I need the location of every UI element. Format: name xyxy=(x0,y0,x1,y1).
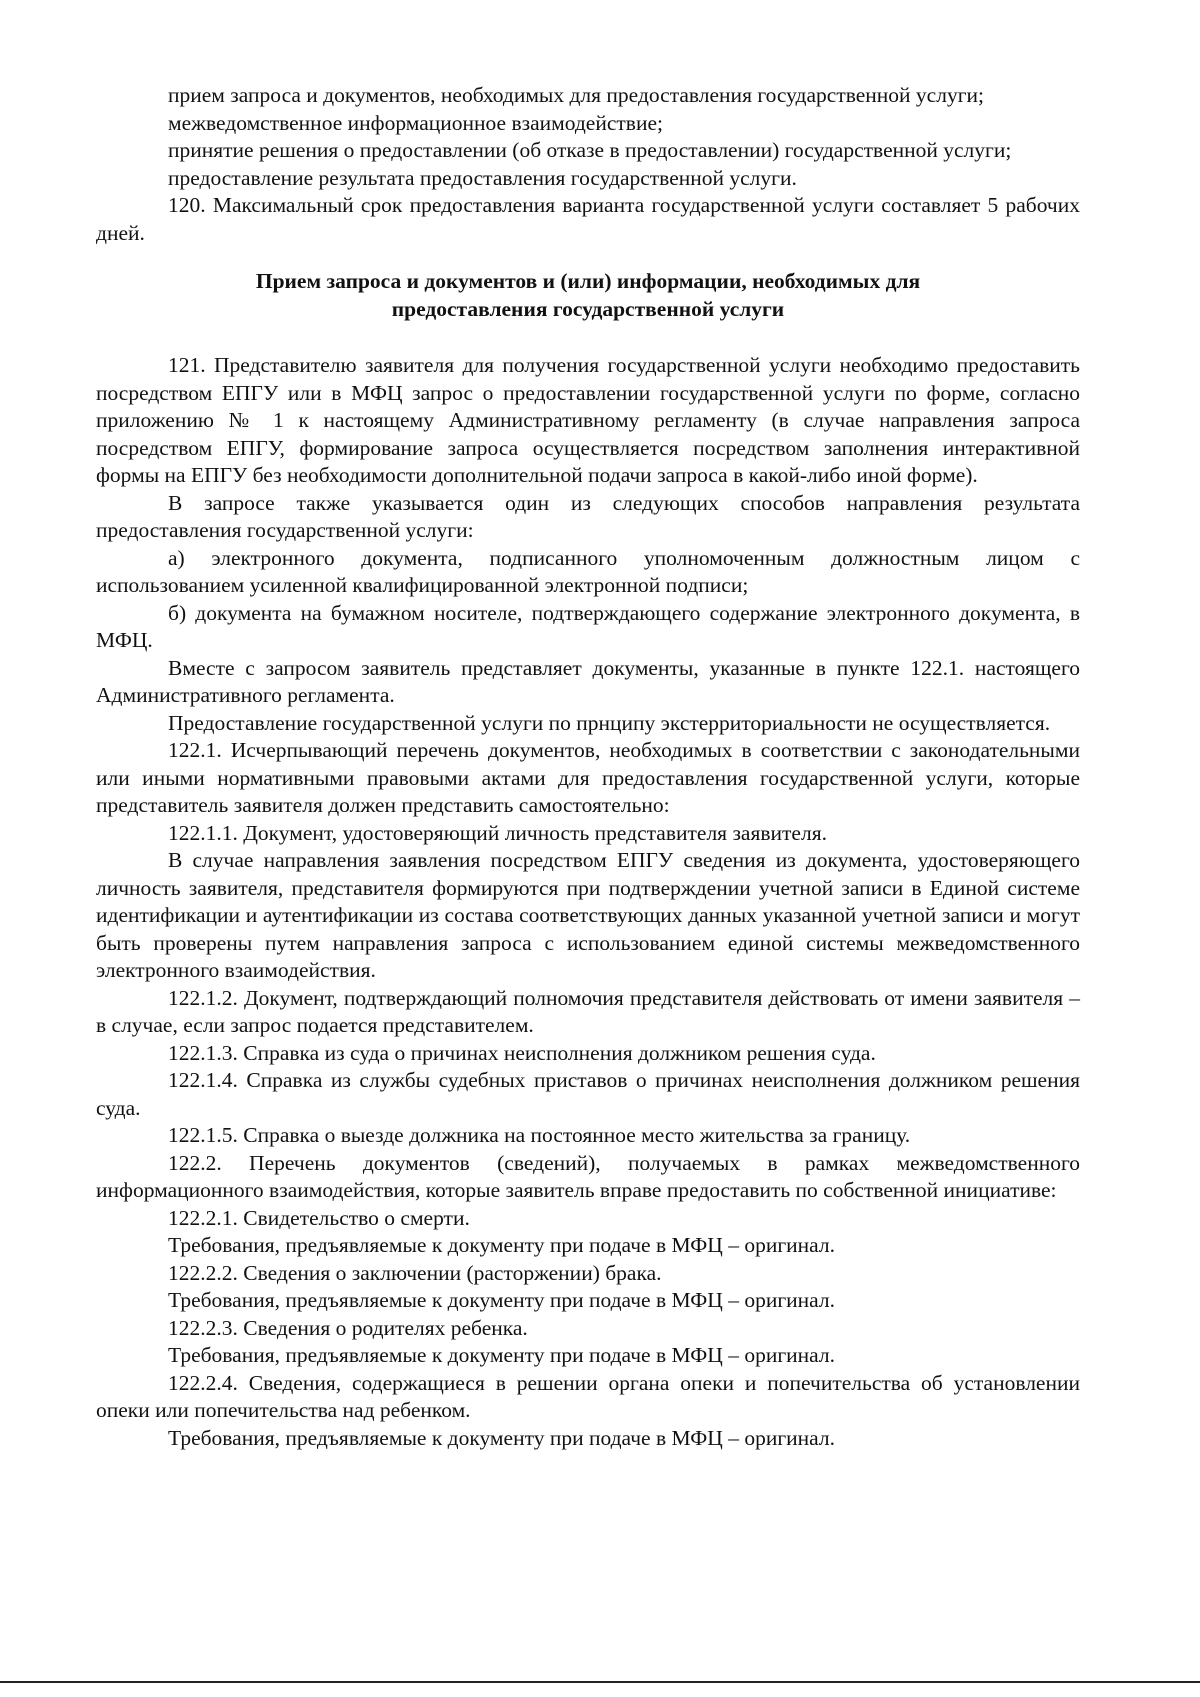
paragraph: В запросе также указывается один из следующих способов направления результата предоставления государственной услуги: xyxy=(96,490,1080,542)
paragraph: 122.2.3. Сведения о родителях ребенка. xyxy=(168,1315,528,1340)
paragraph: 122.1.5. Справка о выезде должника на постоянное место жительства за границу. xyxy=(168,1123,911,1147)
paragraph: 122.1.1. Документ, удостоверяющий личность представителя заявителя. xyxy=(168,820,827,845)
paragraph: 122.1.3. Справка из суда о причинах неисполнения должником решения суда. xyxy=(168,1040,876,1065)
section-heading-line1: Прием запроса и документов и (или) информации, необходимых для xyxy=(255,269,921,293)
paragraph: В случае направления заявления посредством ЕПГУ сведения из документа, удостоверяющего личность заявителя, представителя формируются при подтверждении учетной записи в Единой системе идентификации и аутентификации из состава соответствующих данных указанной учетной записи и могут быть проверены путем направления запроса с использованием единой системы межведомственного электронного взаимодействия. xyxy=(96,848,1080,982)
paragraph: Требования, предъявляемые к документу при подаче в МФЦ – оригинал. xyxy=(168,1343,835,1367)
paragraph: Требования, предъявляемые к документу при подаче в МФЦ – оригинал. xyxy=(168,1288,835,1312)
paragraph: Вместе с запросом заявитель представляет документы, указанные в пункте 122.1. настоящего Административного регламента. xyxy=(96,655,1080,707)
intro-item: межведомственное информационное взаимодействие; xyxy=(168,110,663,135)
intro-item: 120. Максимальный срок предоставления варианта государственной услуги составляет 5 рабочих дней. xyxy=(96,193,1080,245)
paragraph: Требования, предъявляемые к документу при подаче в МФЦ – оригинал. xyxy=(168,1233,835,1257)
paragraph: 121. Представителю заявителя для получения государственной услуги необходимо предоставить посредством ЕПГУ или в МФЦ запрос о предоставлении государственной услуги по форме, согласно приложению № 1 к настоящему Административному регламенту (в случае направления запроса посредством ЕПГУ, формирование запроса осуществляется посредством заполнения интерактивной формы на ЕПГУ без необходимости дополнительной подачи запроса в какой-либо иной форме). xyxy=(96,353,1080,487)
intro-item: предоставление результата предоставления государственной услуги. xyxy=(168,165,797,190)
paragraph: 122.2.4. Сведения, содержащиеся в решении органа опеки и попечительства об установлении опеки или попечительства над ребенком. xyxy=(96,1370,1080,1422)
paragraph: 122.2.1. Свидетельство о смерти. xyxy=(168,1205,470,1230)
paragraph: 122.1. Исчерпывающий перечень документов, необходимых в соответствии с законодательными или иными нормативными правовыми актами для предоставления государственной услуги, которые представитель заявителя должен представить самостоятельно: xyxy=(96,738,1080,817)
section-heading-line2: предоставления государственной услуги xyxy=(391,296,785,321)
scan-edge-line xyxy=(0,1681,1200,1683)
intro-item: принятие решения о предоставлении (об отказе в предоставлении) государственной услуги; xyxy=(168,138,1012,162)
paragraph: Требования, предъявляемые к документу при подаче в МФЦ – оригинал. xyxy=(168,1425,835,1450)
paragraph: Предоставление государственной услуги по прнципу экстерриториальности не осуществляется. xyxy=(168,710,1051,735)
paragraph: 122.2.2. Сведения о заключении (расторжении) брака. xyxy=(168,1260,662,1285)
intro-item: прием запроса и документов, необходимых для предоставления государственной услуги; xyxy=(168,83,985,107)
paragraph: а) электронного документа, подписанного уполномоченным должностным лицом с использованием усиленной квалифицированной электронной подписи; xyxy=(96,545,1080,597)
paragraph: б) документа на бумажном носителе, подтверждающего содержание электронного документа, в МФЦ. xyxy=(96,600,1080,652)
paragraph: 122.1.2. Документ, подтверждающий полномочия представителя действовать от имени заявителя – в случае, если запрос подается представителем. xyxy=(96,985,1080,1037)
paragraph: 122.2. Перечень документов (сведений), получаемых в рамках межведомственного информационного взаимодействия, которые заявитель вправе предоставить по собственной инициативе: xyxy=(96,1150,1080,1202)
section-heading xyxy=(106,268,1070,323)
paragraph: 122.1.4. Справка из службы судебных приставов о причинах неисполнения должником решения суда. xyxy=(96,1068,1080,1120)
